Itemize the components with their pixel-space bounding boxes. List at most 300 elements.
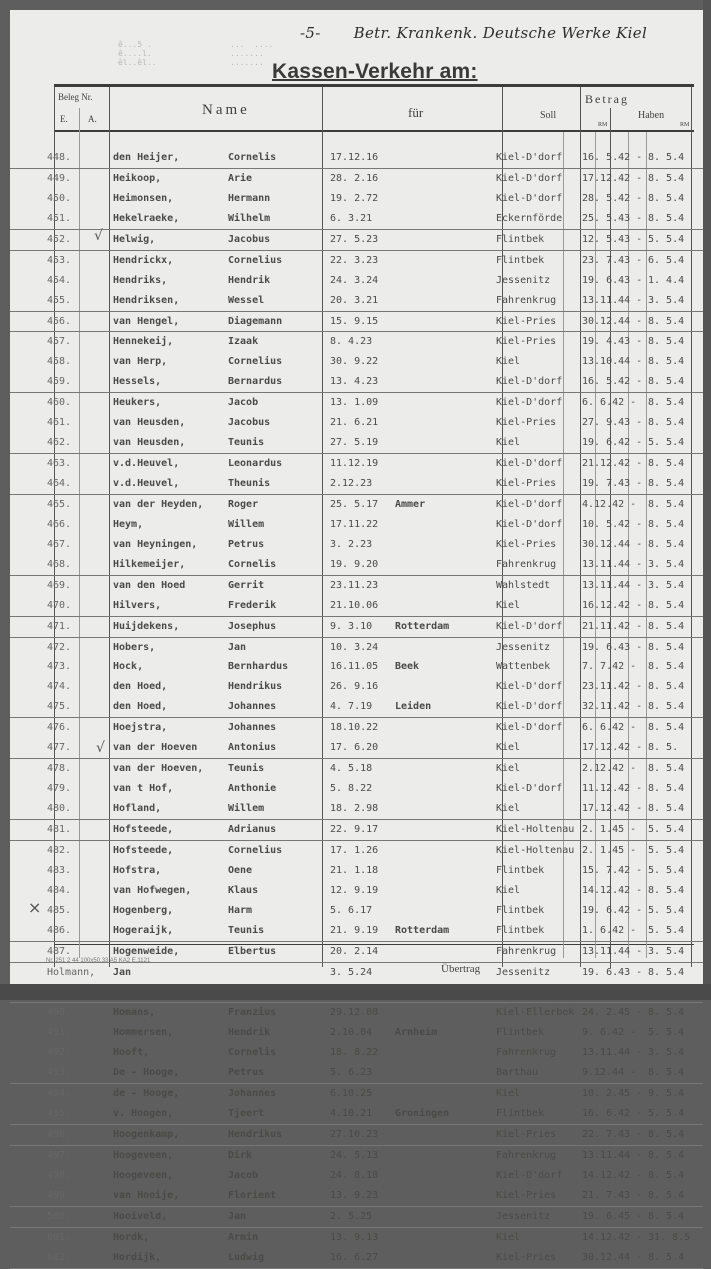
location: Flintbek [496,1108,545,1120]
table-row [10,638,703,658]
table-row [10,555,703,576]
row-number: 494. [47,1088,72,1100]
soll-date: 15. 7.42 - [582,864,643,876]
table-row [10,535,703,555]
given-name: Cornelius [228,356,283,368]
row-number: 498. [47,1169,72,1181]
given-name: Adrianus [228,823,277,835]
given-name: Teunis [228,763,265,775]
soll-date: 19. 7.43 - [582,478,643,489]
table-row [10,1084,703,1104]
table-row [10,759,703,779]
table-row [10,474,703,495]
table-row [10,169,703,189]
table-row [10,413,703,433]
row-number: 495. [47,1108,72,1120]
location: Flintbek [496,1027,545,1039]
table-row [10,779,703,799]
haben-date: 8. 5.4 [648,417,685,429]
table-row [10,454,703,474]
table-row [10,617,703,638]
birth-date: 30. 9.22 [330,356,379,368]
birthplace: Beek [395,661,420,673]
haben-date: 8. 5.4 [648,1210,685,1222]
surname: den Heijer, [113,152,180,163]
table-row [10,251,703,271]
haben-date: 8. 5.4 [648,1189,685,1201]
header-betrag: Betrag [585,92,629,106]
birth-date: 24. 8.18 [330,1169,379,1181]
soll-date: 19. 6.45 - [582,1210,643,1222]
birth-date: 20. 2.14 [330,945,379,957]
location: Flintbek [496,864,545,876]
location: Flintbek [496,924,545,936]
soll-date: 10. 5.42 - [582,518,643,530]
row-number: 473. [47,661,72,673]
birth-date: 15. 9.15 [330,315,379,327]
given-name: Armin [228,1231,259,1243]
haben-date: 8. 5.4 [648,336,685,348]
location: Kiel-Pries [496,1189,557,1201]
table-row [10,352,703,372]
table-row [10,1003,703,1023]
birth-date: 8. 4.23 [330,336,373,348]
haben-date: 8. 5.4 [648,498,685,510]
soll-date: 13.10.44 - [582,356,643,368]
location: Kiel [496,437,521,449]
location: Kiel-Pries [496,315,557,327]
location: Kiel-Pries [496,417,557,429]
surname: Hoejstra, [113,722,168,734]
row-number: 478. [47,763,72,775]
table-row [10,515,703,535]
soll-date: 13.11.44 - [582,579,643,591]
soll-date: 17.12.42 - [582,803,643,814]
location: Wattenbek [496,661,551,673]
soll-date: 14.12.42 - [582,1231,643,1243]
given-name: Wessel [228,294,265,306]
row-number: 601. [47,1231,72,1243]
given-name: Cornelis [228,152,277,163]
given-name: Jan [228,1210,247,1222]
given-name: Jan [228,641,247,653]
row-number: 461. [47,417,72,429]
row-number: 480. [47,803,72,814]
table-row [10,1248,703,1269]
table-row [10,861,703,881]
location: Kiel [496,356,521,368]
birth-date: 2.10.04 [330,1027,373,1039]
location: Flintbek [496,904,545,916]
birth-date: 16. 6.27 [330,1251,379,1263]
row-number: 468. [47,558,72,570]
given-name: Hendrikus [228,681,283,693]
table-row [10,372,703,393]
row-number: 450. [47,192,72,204]
row-number: 483. [47,864,72,876]
haben-date: 8. 5.4 [648,599,685,611]
handwritten-note: Betr. Krankenk. Deutsche Werke Kiel [353,24,648,42]
row-number: 485. [47,904,72,916]
surname: Hogenberg, [113,904,174,916]
table-row [10,433,703,454]
table-row [10,596,703,617]
haben-date: 8. 5.4 [648,376,685,388]
table-row [10,1228,703,1248]
given-name: Tjeert [228,1108,265,1120]
soll-date: 16. 6.42 - [582,1108,643,1120]
soll-date: 19. 6.43 - [582,966,643,978]
birth-date: 24. 3.24 [330,274,379,286]
given-name: Hendrikus [228,1129,283,1140]
soll-date: 17.12.42 - [582,172,643,184]
row-number: Holmann, [47,966,96,978]
surname: Helwig, [113,233,156,245]
row-number: 454. [47,274,72,286]
given-name: Leonardus [228,458,283,470]
table-row [10,148,703,169]
surname: Hessels, [113,376,162,388]
soll-date: 16.12.42 - [582,599,643,611]
location: Kiel-Holtenau [496,844,575,856]
location: Kiel-Pries [496,1129,557,1140]
birth-date: 22. 3.23 [330,254,379,266]
location: Kiel-Ellerbek [496,1007,575,1019]
scan-border [703,0,711,1000]
row-number: 465. [47,498,72,510]
location: Kiel-D'dorf [496,783,563,795]
location: Kiel [496,1088,521,1100]
table-row [10,963,703,983]
table-row [10,209,703,230]
handwritten-header [300,24,647,42]
row-number: 500. [47,1210,72,1222]
surname: Hendriks, [113,274,168,286]
birth-date: 27. 5.23 [330,233,379,245]
page-title: Kassen-Verkehr am: [272,60,478,83]
form-code: Nr. 251 2 44 100x50,33 A5 KA2 E,1121 [46,958,151,964]
location: Flintbek [496,233,545,245]
given-name: Jacob [228,1169,259,1181]
birth-date: 6.10.25 [330,1088,373,1100]
header-top-rule [54,84,694,87]
location: Wahlstedt [496,579,551,591]
location: Kiel [496,599,521,611]
surname: van Hengel, [113,315,180,327]
row-number: 487. [47,945,72,957]
location: Kiel [496,742,521,754]
surname: Hoogenkamp, [113,1129,180,1140]
birth-date: 22. 9.17 [330,823,379,835]
location: Kiel-D'dorf [496,701,563,713]
surname: Hekelraeke, [113,212,180,224]
given-name: Willem [228,518,265,530]
given-name: Jacobus [228,417,271,429]
location: Kiel-D'dorf [496,376,563,388]
table-row [10,576,703,596]
location: Kiel-Pries [496,1251,557,1263]
birth-date: 18. 8.22 [330,1047,379,1059]
surname: v.d.Heuvel, [113,458,180,470]
given-name: Frederik [228,599,277,611]
soll-date: 13.11.44 - [582,294,643,306]
soll-date: 28. 5.42 - [582,192,643,204]
row-number: 476. [47,722,72,734]
given-name: Cornelius [228,254,283,266]
birth-date: 17. 1.26 [330,844,379,856]
haben-date: 8. 5.4 [648,1129,685,1140]
location: Jessenitz [496,966,551,978]
given-name: Cornelis [228,558,277,570]
haben-date: 5. 5.4 [648,904,685,916]
surname: Jan [113,966,132,978]
surname: Huijdekens, [113,620,180,632]
table-row [10,1104,703,1125]
location: Jessenitz [496,1210,551,1222]
surname: Hendriksen, [113,294,180,306]
row-number: 462. [47,437,72,449]
surname: Hofstra, [113,864,162,876]
table-row [10,1023,703,1043]
location: Kiel-D'dorf [496,397,563,409]
table-row [10,1166,703,1186]
table-row [10,738,703,759]
haben-date: 8. 5.4 [648,1067,685,1079]
haben-date: 5. 5.4 [648,823,685,835]
haben-date: 3. 5.4 [648,294,685,306]
scan-border [0,984,711,1000]
surname: de - Hooge, [113,1088,180,1100]
header-beleg-e: E. [60,114,68,124]
surname: van der Heyden, [113,498,204,510]
haben-date: 8. 5.4 [648,884,685,896]
haben-date: 8. 5.4 [648,356,685,368]
row-number: 457. [47,336,72,348]
given-name: Petrus [228,538,265,550]
birth-date: 17. 6.20 [330,742,379,754]
header-currency-soll: RM [598,122,608,128]
header-currency-haben: RM [680,122,690,128]
header-haben: Haben [638,110,665,121]
birth-date: 28. 2.16 [330,172,379,184]
birthplace: Arnheim [395,1027,438,1039]
birth-date: 21. 1.18 [330,864,379,876]
location: Fahrenkrug [496,1047,557,1059]
table-row [10,291,703,312]
haben-date: 8. 5.4 [648,458,685,470]
given-name: Cornelis [228,1047,277,1059]
soll-date: 13.11.44 - [582,1047,643,1059]
surname: Hoogeveen, [113,1149,174,1161]
haben-date: 5. 5.4 [648,1108,685,1120]
location: Eckernförde [496,212,563,224]
soll-date: 6. 6.42 - [582,397,637,409]
given-name: Diagemann [228,315,283,327]
row-number: 469. [47,579,72,591]
soll-date: 21.12.42 - [582,458,643,470]
haben-date: 8. 5.4 [648,1149,685,1161]
birthplace: Rotterdam [395,620,450,632]
haben-date: 8. 5.4 [648,803,685,814]
soll-date: 30.12.44 - [582,538,643,550]
soll-date: 21.11.42 - [582,620,643,632]
given-name: Hendrik [228,1027,271,1039]
birth-date: 3. 2.23 [330,538,373,550]
surname: Hofsteede, [113,823,174,835]
haben-date: 3. 5.4 [648,558,685,570]
soll-date: 30.12.44 - [582,1251,643,1263]
location: Jessenitz [496,641,551,653]
surname: Hooft, [113,1047,150,1059]
table-row [10,799,703,820]
surname: van Heusden, [113,437,186,449]
bleed-through-text: ê...5 . ê....l. êl..êl.. [118,40,157,67]
row-number: 475. [47,701,72,713]
surname: Homans, [113,1007,156,1019]
surname: Hordk, [113,1231,150,1243]
surname: den Hoed, [113,701,168,713]
surname: Hofsteede, [113,844,174,856]
table-row [10,718,703,738]
ledger-page [10,10,703,1263]
row-number: 477. [47,742,72,754]
location: Kiel [496,763,521,775]
location: Kiel-D'dorf [496,518,563,530]
soll-date: 2. 1.45 - [582,823,637,835]
row-number: 459. [47,376,72,388]
birth-date: 24. 5.13 [330,1149,379,1161]
haben-date: 8. 5.4 [648,1169,685,1181]
table-row [10,189,703,209]
birth-date: 17.12.16 [330,152,379,163]
soll-date: 32.11.42 - [582,701,643,713]
table-row [10,312,703,333]
soll-date: 14.12.42 - [582,1169,643,1181]
surname: van Heyningen, [113,538,198,550]
haben-date: 6. 5.4 [648,254,685,266]
location: Kiel-Holtenau [496,823,575,835]
given-name: Hermann [228,192,271,204]
birth-date: 5. 8.22 [330,783,373,795]
row-number: 466. [47,518,72,530]
surname: Hoogeveen, [113,1169,174,1181]
given-name: Teunis [228,437,265,449]
haben-date: 31. 8.5 [648,1231,691,1243]
birth-date: 27. 5.19 [330,437,379,449]
birth-date: 19. 2.72 [330,192,379,204]
soll-date: 13.11.44 - [582,1149,643,1161]
page-number: -5- [300,24,321,42]
table-row [10,820,703,841]
soll-date: 2.12.42 - [582,763,637,775]
header-beleg-a: A. [88,114,97,124]
location: Flintbek [496,254,545,266]
surname: Hendrickx, [113,254,174,266]
haben-date: 8. 5.4 [648,1251,685,1263]
haben-date: 8. 5.4 [648,722,685,734]
soll-date: 2. 1.45 - [582,844,637,856]
soll-date: 1. 6.42 - [582,924,637,936]
haben-date: 8. 5.4 [648,620,685,632]
location: Kiel-D'dorf [496,681,563,693]
given-name: Gerrit [228,579,265,591]
birth-date: 13. 9.13 [330,1231,379,1243]
soll-date: 19. 4.43 - [582,336,643,348]
haben-date: 5. 5.4 [648,924,685,936]
soll-date: 27. 9.43 - [582,417,643,429]
row-number: 479. [47,783,72,795]
location: Kiel-Pries [496,478,557,489]
given-name: Hendrik [228,274,271,286]
table-row [10,881,703,901]
birth-date: 29.12.08 [330,1007,379,1019]
row-number: 491. [47,1027,72,1039]
row-number: 455. [47,294,72,306]
haben-date: 1. 4.4 [648,274,685,286]
soll-date: 13.11.44 - [582,945,643,957]
location: Kiel [496,884,521,896]
given-name: Anthonie [228,783,277,795]
surname: Hogeraijk, [113,924,174,936]
location: Kiel-Pries [496,336,557,348]
table-row [10,230,703,251]
given-name: Cornelius [228,844,283,856]
row-number: 456. [47,315,72,327]
location: Kiel-D'dorf [496,498,563,510]
soll-date: 19. 6.42 - [582,437,643,449]
row-number: 482. [47,844,72,856]
soll-date: 14.12.42 - [582,884,643,896]
haben-date: 8. 5.4 [648,763,685,775]
haben-date: 3. 5.4 [648,945,685,957]
row-number: 448. [47,152,72,163]
birth-date: 21. 9.19 [330,924,379,936]
given-name: Theunis [228,478,271,489]
location: Barthau [496,1067,539,1079]
row-number: 499. [47,1189,72,1201]
soll-date: 25. 5.43 - [582,212,643,224]
row-number: 497. [47,1149,72,1161]
birth-date: 13. 4.23 [330,376,379,388]
surname: Hommersen, [113,1027,174,1039]
given-name: Bernhardus [228,661,289,673]
given-name: Ludwig [228,1251,265,1263]
location: Kiel [496,803,521,814]
location: Kiel-D'dorf [496,722,563,734]
haben-date: 8. 5.4 [648,538,685,550]
soll-date: 16. 5.42 - [582,376,643,388]
table-row [10,697,703,718]
row-number: 484. [47,884,72,896]
row-number: 453. [47,254,72,266]
given-name: Wilhelm [228,212,271,224]
soll-date: 21. 7.43 - [582,1189,643,1201]
soll-date: 6. 6.42 - [582,722,637,734]
birthplace: Rotterdam [395,924,450,936]
birth-date: 27.10.23 [330,1129,379,1140]
birth-date: 10. 3.24 [330,641,379,653]
cross-mark-icon: × [28,898,42,917]
location: Kiel-D'dorf [496,172,563,184]
header-bottom-rule [54,130,694,132]
surname: van Herp, [113,356,168,368]
soll-date: 9. 6.42 - [582,1027,637,1039]
surname: van der Hoeven, [113,763,204,775]
surname: Heimonsen, [113,192,174,204]
row-number: 602. [47,1251,72,1263]
haben-date: 8. 5.4 [648,152,685,163]
haben-date: 8. 5.4 [648,518,685,530]
